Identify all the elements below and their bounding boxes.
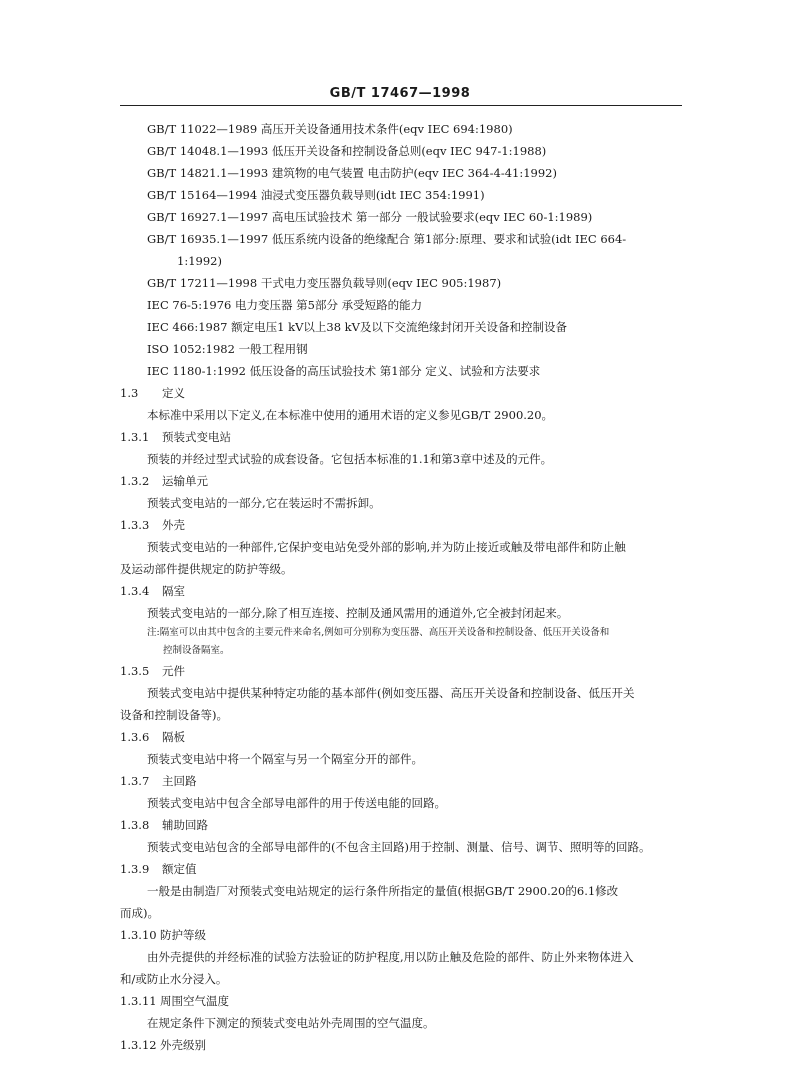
reference-line: IEC 466:1987 额定电压1 kV以上38 kV及以下交流绝缘封闭开关设备和控制设备 (147, 320, 567, 334)
section-title: 防护等级 (160, 928, 206, 942)
section-heading (120, 924, 800, 946)
reference-line: GB/T 17211—1998 干式电力变压器负载导则(eqv IEC 905:1987) (147, 276, 502, 290)
note-continued: 控制设备隔室。 (163, 645, 230, 656)
section-heading (120, 470, 800, 492)
section-number: 1.3.8 (120, 818, 150, 832)
section-number: 1.3.2 (120, 474, 150, 488)
section-heading (120, 1034, 800, 1056)
paragraph: 预装式变电站的一部分,它在装运时不需拆卸。 (147, 496, 381, 510)
section-number: 1.3.4 (120, 584, 150, 598)
section-title: 周围空气温度 (160, 994, 229, 1008)
section-number: 1.3.11 (120, 994, 157, 1008)
reference-line: GB/T 16935.1—1997 低压系统内设备的绝缘配合 第1部分:原理、要求和试验(idt IEC 664- (147, 232, 627, 246)
reference-line-continued: 1:1992) (177, 254, 222, 268)
page-header: GB/T 17467—1998 (329, 86, 471, 101)
section-title: 辅助回路 (162, 818, 208, 832)
section-title: 隔板 (162, 730, 185, 744)
reference-line: GB/T 15164—1994 油浸式变压器负载导则(idt IEC 354:1991) (147, 188, 485, 202)
note: 注:隔室可以由其中包含的主要元件来命名,例如可分别称为变压器、高压开关设备和控制设备、低压开关设备和 (147, 627, 610, 638)
paragraph-continued: 而成)。 (120, 906, 159, 920)
section-number: 1.3.10 (120, 928, 157, 942)
paragraph: 预装式变电站包含的全部导电部件的(不包含主回路)用于控制、测量、信号、调节、照明等的回路。 (147, 840, 651, 854)
section-title: 主回路 (162, 774, 197, 788)
header-rule (120, 105, 682, 106)
paragraph: 预装式变电站中提供某种特定功能的基本部件(例如变压器、高压开关设备和控制设备、低压开关 (147, 686, 635, 700)
section-heading (120, 858, 800, 880)
section-title: 外壳级别 (160, 1038, 206, 1052)
reference-line: IEC 76-5:1976 电力变压器 第5部分 承受短路的能力 (147, 298, 423, 312)
section-number: 1.3.9 (120, 862, 150, 876)
reference-line: GB/T 14821.1—1993 建筑物的电气装置 电击防护(eqv IEC 364-4-41:1992) (147, 166, 557, 180)
reference-line: IEC 1180-1:1992 低压设备的高压试验技术 第1部分 定义、试验和方法要求 (147, 364, 541, 378)
section-heading (120, 770, 800, 792)
paragraph: 预装式变电站中包含全部导电部件的用于传送电能的回路。 (147, 796, 446, 810)
reference-line: GB/T 16927.1—1997 高电压试验技术 第一部分 一般试验要求(eqv IEC 60-1:1989) (147, 210, 593, 224)
reference-line: GB/T 14048.1—1993 低压开关设备和控制设备总则(eqv IEC 947-1:1988) (147, 144, 547, 158)
section-number: 1.3 (120, 386, 139, 400)
section-title: 元件 (162, 664, 185, 678)
paragraph: 一般是由制造厂对预装式变电站规定的运行条件所指定的量值(根据GB/T 2900.20的6.1修改 (147, 884, 619, 898)
section-heading (120, 990, 800, 1012)
section-number: 1.3.5 (120, 664, 150, 678)
section-title: 预装式变电站 (162, 430, 231, 444)
section-number: 1.3.12 (120, 1038, 157, 1052)
paragraph-continued: 及运动部件提供规定的防护等级。 (120, 562, 293, 576)
paragraph: 预装式变电站的一种部件,它保护变电站免受外部的影响,并为防止接近或触及带电部件和防止触 (147, 540, 626, 554)
paragraph-continued: 和/或防止水分浸入。 (120, 972, 228, 986)
section-heading (120, 660, 800, 682)
section-number: 1.3.1 (120, 430, 150, 444)
document-body (0, 118, 800, 1056)
section-heading (120, 814, 800, 836)
section-number: 1.3.3 (120, 518, 150, 532)
section-heading (120, 580, 800, 602)
paragraph-continued: 设备和控制设备等)。 (120, 708, 228, 722)
section-title: 隔室 (162, 584, 185, 598)
section-number: 1.3.7 (120, 774, 150, 788)
section-heading (120, 382, 800, 404)
section-heading (120, 514, 800, 536)
paragraph: 预装的并经过型式试验的成套设备。它包括本标准的1.1和第3章中述及的元件。 (147, 452, 553, 466)
section-title: 额定值 (162, 862, 197, 876)
paragraph: 由外壳提供的并经标准的试验方法验证的防护程度,用以防止触及危险的部件、防止外来物体进入 (147, 950, 634, 964)
section-title: 运输单元 (162, 474, 208, 488)
section-number: 1.3.6 (120, 730, 150, 744)
section-title: 定义 (162, 386, 185, 400)
section-heading (120, 426, 800, 448)
paragraph: 在规定条件下测定的预装式变电站外壳周围的空气温度。 (147, 1016, 435, 1030)
reference-line: GB/T 11022—1989 高压开关设备通用技术条件(eqv IEC 694:1980) (147, 122, 513, 136)
section-heading (120, 726, 800, 748)
reference-line: ISO 1052:1982 一般工程用钢 (147, 342, 308, 356)
section-title: 外壳 (162, 518, 185, 532)
paragraph: 本标准中采用以下定义,在本标准中使用的通用术语的定义参见GB/T 2900.20。 (147, 408, 554, 422)
paragraph: 预装式变电站中将一个隔室与另一个隔室分开的部件。 (147, 752, 423, 766)
paragraph: 预装式变电站的一部分,除了相互连接、控制及通风需用的通道外,它全被封闭起来。 (147, 606, 569, 620)
